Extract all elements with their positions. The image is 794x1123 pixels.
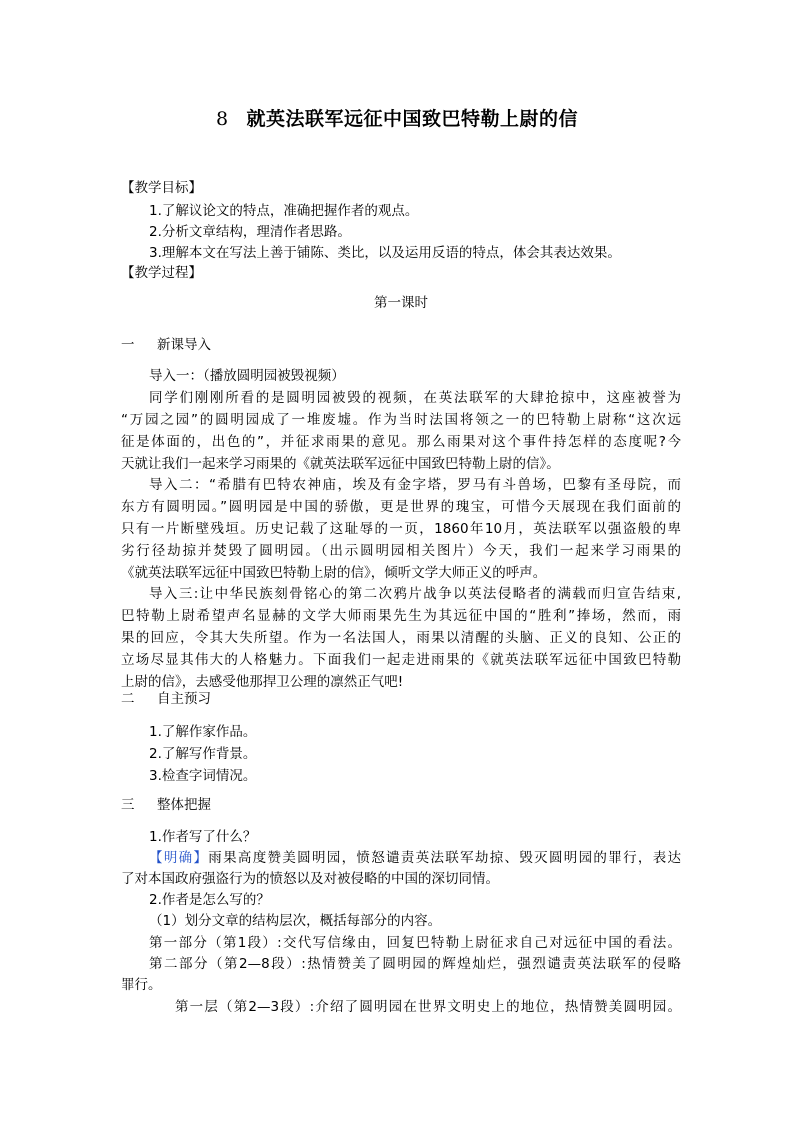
- answer-line: [149, 848, 681, 868]
- title-number: 8: [215, 108, 229, 130]
- paragraph-line: 《就英法联军远征中国致巴特勒上尉的信》，倾听文学大师正义的呼声。: [121, 565, 547, 581]
- section-title: 整体把握: [157, 797, 211, 813]
- document-title: [0, 104, 794, 131]
- paragraph-line: “万园之园”的圆明园成了一堆废墟。作为当时法国将领之一的巴特勒上尉称“这次远: [121, 412, 681, 428]
- paragraph-line: 只有一片断壁残垣。历史记载了这耻辱的一页，1860年10月，英法联军以强盗般的卑: [121, 521, 681, 537]
- objectives-heading: 【教学目标】: [121, 180, 202, 196]
- paragraph-line: 上尉的信》，去感受他那捍卫公理的凛然正气吧!: [121, 674, 404, 690]
- intro1-label: 导入一：（播放圆明园被毁视频）: [149, 368, 345, 384]
- section-number: 一: [121, 337, 135, 353]
- paragraph-line: 征是体面的，出色的”，并征求雨果的意见。那么雨果对这个事件持怎样的态度呢?今: [121, 434, 681, 450]
- structure-part-2-cont: 罪行。: [121, 977, 162, 993]
- answer-text: 雨果高度赞美圆明园，愤怒谴责英法联军劫掠、毁灭圆明园的罪行，表达: [208, 850, 682, 866]
- lesson-title: 第一课时: [374, 295, 428, 311]
- question-1: 1.作者写了什么？: [149, 829, 257, 845]
- paragraph-line: 巴特勒上尉希望声名显赫的文学大师雨果先生为其远征中国的“胜利”捧场，然而，雨: [121, 608, 681, 624]
- section-number: 二: [121, 691, 135, 707]
- answer-tag: 【明确】: [149, 850, 209, 866]
- objective-item: 1.了解议论文的特点，准确把握作者的观点。: [149, 203, 419, 219]
- section-heading: [121, 795, 681, 815]
- structure-layer-1: 第一层（第2—3段）:介绍了圆明园在世界文明史上的地位，热情赞美圆明园。: [175, 999, 681, 1015]
- preview-item: 2.了解写作背景。: [149, 746, 257, 762]
- paragraph-line: 导入三:让中华民族刻骨铭心的第二次鸦片战争以英法侵略者的满载而归宣告结束,: [149, 586, 681, 602]
- process-heading: 【教学过程】: [121, 265, 202, 281]
- structure-part-1: 第一部分（第1段）:交代写信缘由，回复巴特勒上尉征求自己对远征中国的看法。: [149, 935, 681, 951]
- section-title: 自主预习: [157, 691, 211, 707]
- paragraph-line: 果的回应，令其大失所望。作为一名法国人，雨果以清醒的头脑、正义的良知、公正的: [121, 630, 681, 646]
- answer-line: 了对本国政府强盗行为的愤怒以及对被侵略的中国的深切同情。: [121, 871, 499, 887]
- section-number: 三: [121, 797, 135, 813]
- objective-item: 2.分析文章结构，理清作者思路。: [149, 224, 351, 240]
- question-2: 2.作者是怎么写的？: [149, 892, 270, 908]
- title-text: 就英法联军远征中国致巴特勒上尉的信: [246, 108, 579, 130]
- question-2-sub: （1）划分文章的结构层次，概括每部分的内容。: [149, 913, 442, 929]
- preview-item: 3.检查字词情况。: [149, 768, 257, 784]
- section-heading: [121, 689, 681, 709]
- section-title: 新课导入: [157, 337, 211, 353]
- paragraph-line: 天就让我们一起来学习雨果的《就英法联军远征中国致巴特勒上尉的信》。: [121, 456, 560, 472]
- section-heading: [121, 335, 681, 355]
- objective-item: 3.理解本文在写法上善于铺陈、类比，以及运用反语的特点，体会其表达效果。: [149, 245, 621, 261]
- paragraph-line: 立场尽显其伟大的人格魅力。下面我们一起走进雨果的《就英法联军远征中国致巴特勒: [121, 652, 681, 668]
- paragraph-line: 导入二：“希腊有巴特农神庙，埃及有金字塔，罗马有斗兽场，巴黎有圣母院，而: [149, 477, 681, 493]
- paragraph-line: 同学们刚刚所看的是圆明园被毁的视频，在英法联军的大肆抢掠中，这座被誉为: [149, 390, 681, 406]
- structure-part-2: 第二部分（第2—8段）:热情赞美了圆明园的辉煌灿烂，强烈谴责英法联军的侵略: [149, 956, 681, 972]
- preview-item: 1.了解作家作品。: [149, 724, 257, 740]
- paragraph-line: 东方有圆明园。”圆明园是中国的骄傲，更是世界的瑰宝，可惜今天展现在我们面前的: [121, 499, 681, 515]
- paragraph-line: 劣行径劫掠并焚毁了圆明园。（出示圆明园相关图片）今天，我们一起来学习雨果的: [121, 543, 681, 559]
